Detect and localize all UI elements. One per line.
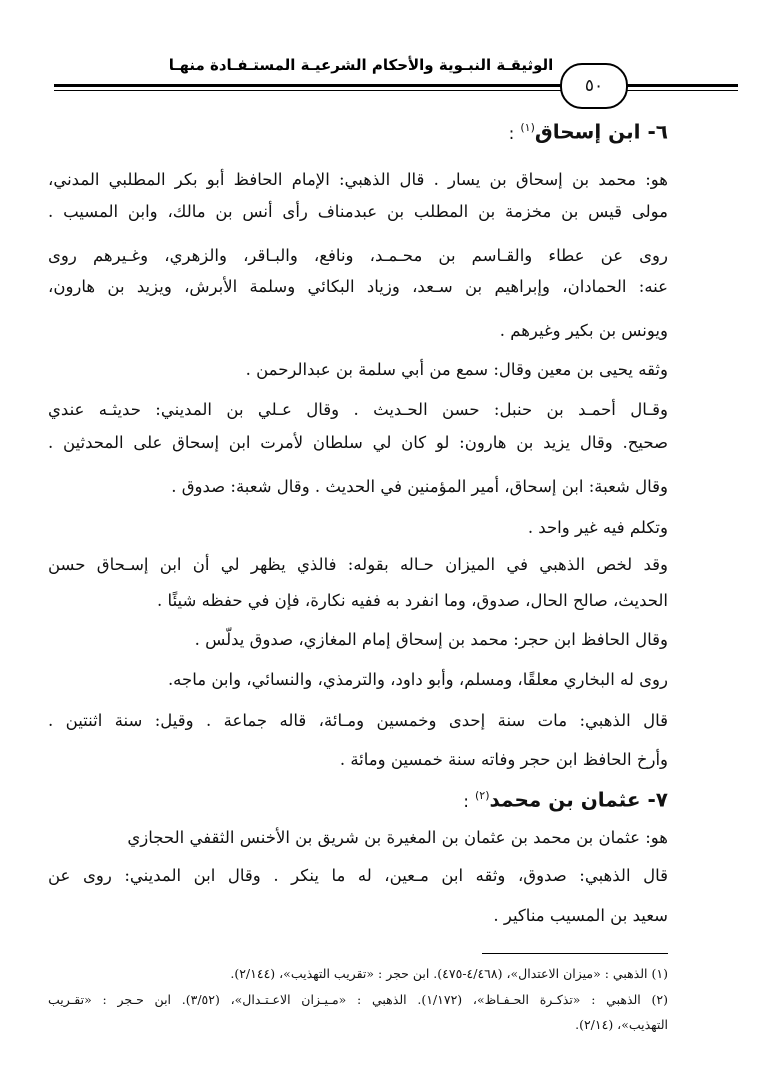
paragraph-line: قال الذهبي: صدوق، وثقه ابن مـعين، له ما ينكر . وقال ابن المديني: روى عن — [48, 866, 668, 885]
section-heading-text: ٦- ابن إسحاق — [534, 119, 668, 144]
paragraph-line: صحيح. وقال يزيد بن هارون: لو كان لي سلطان لأمرت ابن إسحاق على المحدثين . — [48, 433, 668, 452]
paragraph-line: وأرخ الحافظ ابن حجر وفاته سنة خمسين ومائة . — [339, 750, 668, 769]
paragraph-line: قال الذهبي: مات سنة إحدى وخمسين ومـائة، قاله جماعة . وقيل: سنة اثنتين . — [48, 711, 668, 730]
paragraph-line: وقال الحافظ ابن حجر: محمد بن إسحاق إمام المغازي، صدوق يدلّس . — [194, 630, 668, 649]
paragraph-line: وتكلم فيه غير واحد . — [527, 518, 668, 537]
paragraph-line: وقال شعبة: ابن إسحاق، أمير المؤمنين في الحديث . وقال شعبة: صدوق . — [171, 477, 668, 496]
paragraph-line: الحديث، صالح الحال، صدوق، وما انفرد به ففيه نكارة، فإن في حفظه شيئًا . — [157, 591, 668, 610]
paragraph-line: مولى قيس بن مخزمة بن المطلب بن عبدمناف رأى أنس بن مالك، وابن المسيب . — [48, 202, 668, 221]
paragraph-line: هو: محمد بن إسحاق بن يسار . قال الذهبي: الإمام الحافظ أبو بكر المطلبي المدني، — [48, 170, 668, 189]
paragraph-line: عنه: الحمادان، وإبراهيم بن سـعد، وزياد البكائي وسلمة الأبرش، ويزيد بن هارون، — [48, 277, 668, 296]
paragraph-line: وثقه يحيى بن معين وقال: سمع من أبي سلمة بن عبدالرحمن . — [245, 360, 668, 379]
paragraph-line: هو: عثمان بن محمد بن عثمان بن المغيرة بن شريق بن الأخنس الثقفي الحجازي — [127, 828, 668, 847]
section-heading-text: ٧- عثمان بن محمد — [489, 787, 668, 812]
paragraph-line: سعيد بن المسيب مناكير . — [493, 906, 668, 925]
footnote: (١) الذهبي : «ميزان الاعتدال»، (٤/٤٦٨-٤٧٥). ابن حجر : «تقريب التهذيب»، (٢/١٤٤). — [230, 966, 668, 981]
footnote: (٢) الذهبي : «تذكـرة الحـفـاظ»، (١/١٧٢). الذهبي : «مـيـزان الاعـتـدال»، (٣/٥٢). ابن حـجر : «تقـريب — [48, 992, 669, 1007]
paragraph-line: وقـال أحمـد بن حنبل: حسن الحـديث . وقال عـلي بن المديني: حديثـه عندي — [48, 400, 668, 419]
paragraph-line: وقد لخص الذهبي في الميزان حـاله بقوله: فالذي يظهر لي أن ابن إسـحاق حسن — [48, 555, 668, 574]
paragraph-line: ويونس بن بكير وغيرهم . — [499, 321, 668, 340]
header-rule — [54, 90, 564, 91]
page-number: ٥٠ — [560, 63, 628, 109]
section-heading — [509, 112, 668, 150]
paragraph-line: روى له البخاري معلقًا، ومسلم، وأبو داود، والترمذي، والنسائي، وابن ماجه. — [167, 670, 668, 689]
header-rule — [54, 84, 564, 87]
footnote-separator — [482, 953, 668, 954]
running-header-title: الوثيقـة النبـوية والأحكام الشرعيـة المستـفـادة منهـا — [168, 56, 554, 74]
header-rule — [626, 84, 738, 87]
header-rule — [626, 90, 738, 91]
footnote-ref: (٢) — [474, 789, 490, 802]
section-heading — [463, 780, 668, 818]
paragraph-line: روى عن عطاء والقـاسم بن محـمـد، ونافع، والبـاقر، والزهري، وغـيرهم روى — [48, 246, 668, 265]
footnote: التهذيب»، (٢/١٤). — [575, 1017, 668, 1032]
heading-colon: : — [463, 791, 469, 812]
footnote-ref: (١) — [520, 121, 535, 134]
heading-colon: : — [508, 123, 515, 144]
